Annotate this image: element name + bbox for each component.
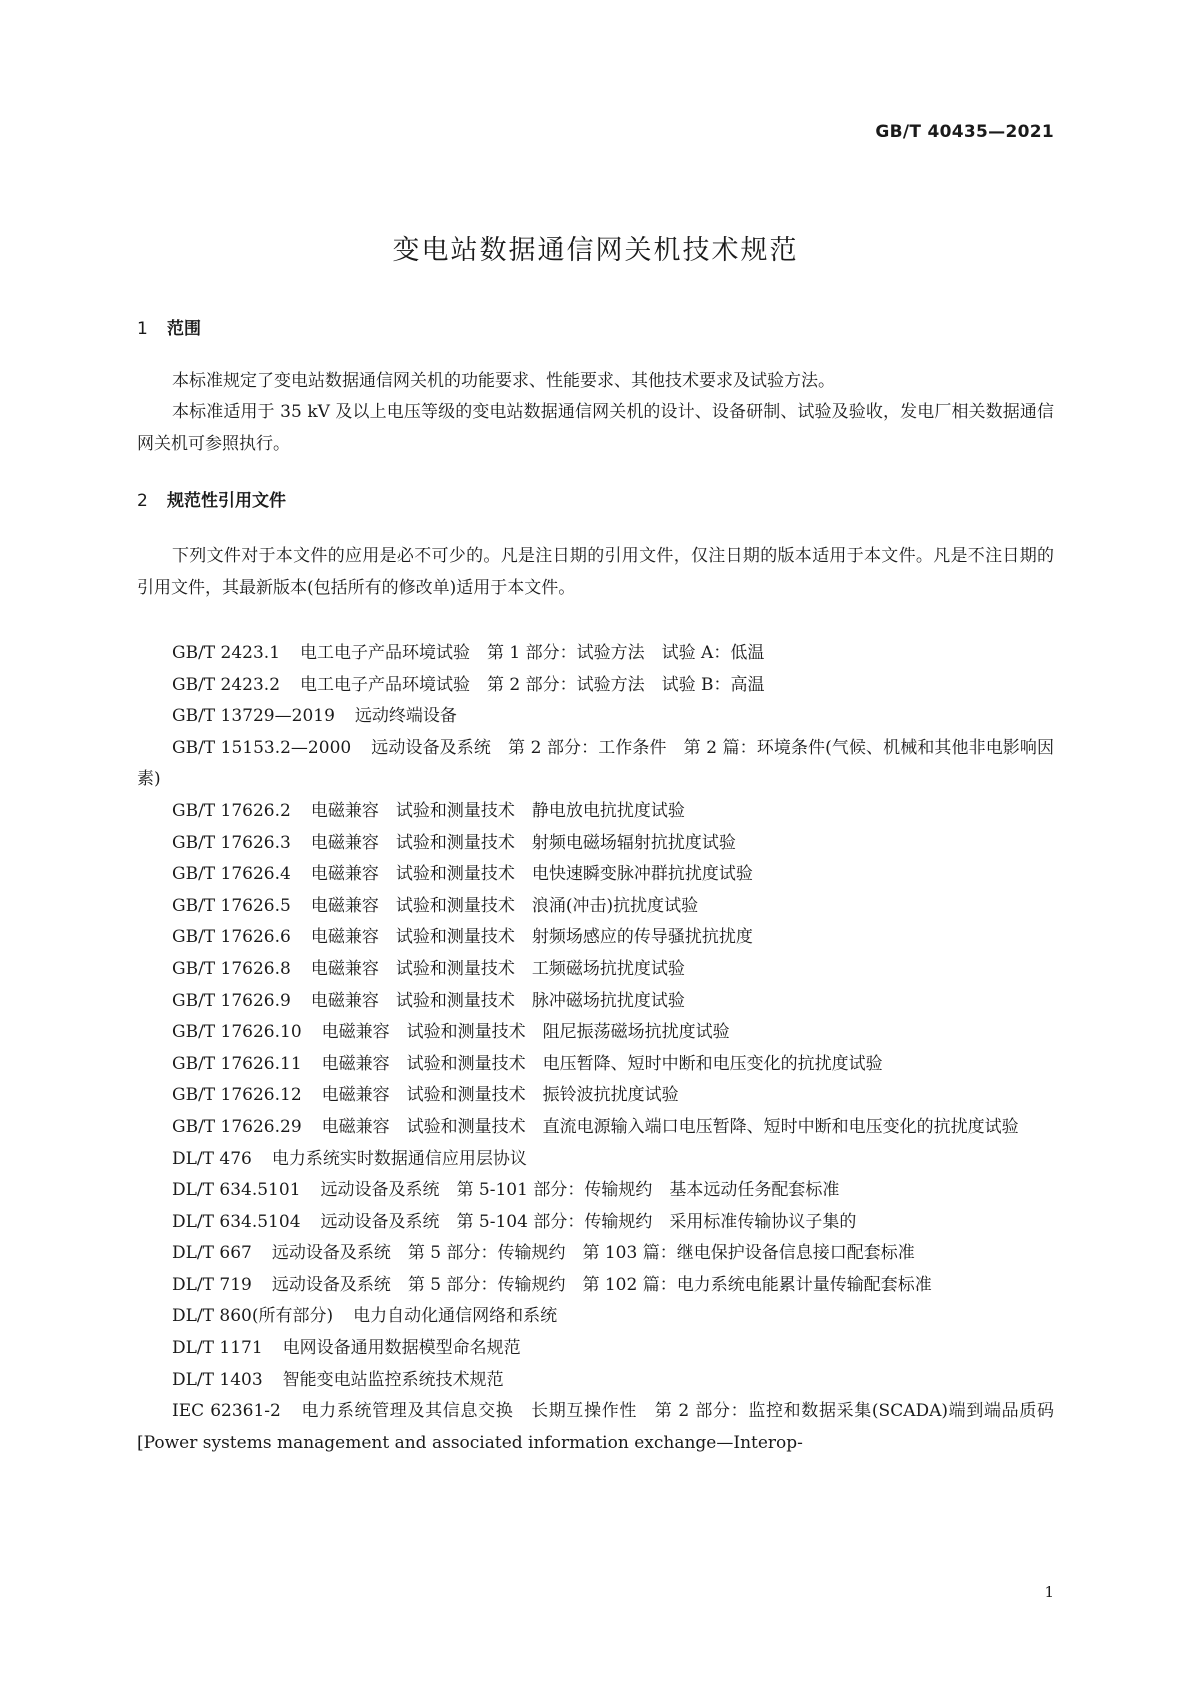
reference-code: DL/T 1403 [172, 1369, 263, 1390]
reference-title: 电力系统管理及其信息交换 长期互操作性 第 2 部分：监控和数据采集(SCADA)端到端品质码 [Power systems management and associated information exchange—Interop- [137, 1401, 1060, 1453]
reference-code: DL/T 634.5104 [172, 1211, 301, 1232]
reference-title: 远动设备及系统 第 2 部分：工作条件 第 2 篇：环境条件(气候、机械和其他非电影响因素) [137, 737, 1054, 790]
reference-title: 电磁兼容 试验和测量技术 射频电磁场辐射抗扰度试验 [310, 832, 736, 853]
reference-code: GB/T 2423.2 [172, 674, 281, 695]
reference-code: DL/T 634.5101 [172, 1180, 301, 1201]
reference-title: 电磁兼容 试验和测量技术 静电放电抗扰度试验 [310, 800, 685, 821]
reference-code: GB/T 17626.11 [172, 1053, 302, 1074]
reference-item [137, 796, 1054, 828]
reference-code: GB/T 17626.6 [172, 927, 291, 948]
reference-item [137, 1333, 1054, 1365]
reference-title: 电磁兼容 试验和测量技术 脉冲磁场抗扰度试验 [310, 990, 685, 1011]
section-title: 规范性引用文件 [167, 491, 286, 511]
reference-item [137, 922, 1054, 954]
reference-code: GB/T 17626.9 [172, 990, 291, 1011]
reference-code: GB/T 13729—2019 [172, 706, 335, 727]
reference-code: DL/T 719 [172, 1274, 252, 1295]
reference-item [137, 1301, 1054, 1333]
reference-item [137, 1396, 1060, 1459]
page-number: 1 [1044, 1583, 1054, 1601]
reference-title: 电磁兼容 试验和测量技术 射频场感应的传导骚扰抗扰度 [310, 927, 753, 948]
reference-item [137, 859, 1054, 891]
reference-title: 电网设备通用数据模型命名规范 [282, 1338, 521, 1359]
reference-item [137, 1080, 1054, 1112]
standard-code: GB/T 40435—2021 [875, 122, 1054, 142]
reference-title: 电磁兼容 试验和测量技术 浪涌(冲击)抗扰度试验 [310, 895, 699, 916]
reference-title: 电磁兼容 试验和测量技术 工频磁场抗扰度试验 [310, 958, 685, 979]
reference-item [137, 638, 1054, 670]
section-number: 1 [137, 319, 148, 339]
reference-code: DL/T 476 [172, 1148, 252, 1169]
document-title: 变电站数据通信网关机技术规范 [392, 235, 799, 266]
reference-code: GB/T 17626.29 [172, 1116, 302, 1137]
section-1-paragraph: 本标准规定了变电站数据通信网关机的功能要求、性能要求、其他技术要求及试验方法。 [172, 371, 835, 391]
reference-item [137, 701, 1054, 733]
reference-item [137, 733, 1054, 796]
reference-title: 远动设备及系统 第 5 部分：传输规约 第 102 篇：电力系统电能累计量传输配套标准 [271, 1274, 932, 1295]
section-2-intro: 下列文件对于本文件的应用是必不可少的。凡是注日期的引用文件，仅注日期的版本适用于本文件。凡是不注日期的引用文件，其最新版本(包括所有的修改单)适用于本文件。 [137, 546, 1054, 598]
reference-list [137, 638, 1060, 1459]
reference-title: 电磁兼容 试验和测量技术 振铃波抗扰度试验 [321, 1085, 679, 1106]
reference-item [137, 1365, 1054, 1397]
reference-code: GB/T 17626.2 [172, 800, 291, 821]
reference-item [137, 1238, 1054, 1270]
reference-code: DL/T 667 [172, 1243, 252, 1264]
reference-code: DL/T 1171 [172, 1338, 263, 1359]
section-number: 2 [137, 491, 148, 511]
reference-title: 电工电子产品环境试验 第 2 部分：试验方法 试验 B：高温 [300, 674, 765, 695]
reference-item [137, 1175, 1054, 1207]
reference-code: GB/T 15153.2—2000 [172, 737, 352, 758]
reference-title: 远动终端设备 [354, 706, 457, 727]
reference-code: GB/T 17626.4 [172, 864, 291, 885]
reference-item [137, 1112, 1054, 1144]
reference-title: 电力系统实时数据通信应用层协议 [271, 1148, 527, 1169]
reference-item [137, 891, 1054, 923]
reference-title: 电磁兼容 试验和测量技术 直流电源输入端口电压暂降、短时中断和电压变化的抗扰度试验 [321, 1116, 1019, 1137]
reference-code: IEC 62361-2 [172, 1401, 281, 1422]
reference-title: 远动设备及系统 第 5 部分：传输规约 第 103 篇：继电保护设备信息接口配套标准 [271, 1243, 915, 1264]
reference-code: GB/T 17626.8 [172, 958, 291, 979]
reference-item [137, 828, 1054, 860]
reference-title: 电工电子产品环境试验 第 1 部分：试验方法 试验 A：低温 [300, 643, 765, 663]
reference-item [137, 954, 1054, 986]
reference-item [137, 986, 1054, 1018]
reference-item [137, 1144, 1054, 1176]
reference-code: GB/T 2423.1 [172, 643, 281, 663]
reference-item [137, 1270, 1054, 1302]
reference-code: DL/T 860(所有部分) [172, 1306, 334, 1327]
reference-title: 远动设备及系统 第 5-104 部分：传输规约 采用标准传输协议子集的 [320, 1211, 857, 1232]
reference-title: 电磁兼容 试验和测量技术 电压暂降、短时中断和电压变化的抗扰度试验 [321, 1053, 883, 1074]
reference-item [137, 670, 1054, 702]
reference-item [137, 1017, 1054, 1049]
section-1-paragraph: 本标准适用于 35 kV 及以上电压等级的变电站数据通信网关机的设计、设备研制、试验及验收，发电厂相关数据通信网关机可参照执行。 [137, 402, 1054, 454]
section-2-heading [137, 486, 286, 511]
reference-code: GB/T 17626.12 [172, 1085, 302, 1106]
reference-item [137, 1049, 1054, 1081]
reference-code: GB/T 17626.10 [172, 1022, 302, 1043]
reference-title: 电磁兼容 试验和测量技术 电快速瞬变脉冲群抗扰度试验 [310, 864, 753, 885]
section-1-heading [137, 314, 201, 339]
reference-title: 电磁兼容 试验和测量技术 阻尼振荡磁场抗扰度试验 [321, 1022, 730, 1043]
reference-title: 电力自动化通信网络和系统 [353, 1306, 558, 1327]
reference-code: GB/T 17626.5 [172, 895, 291, 916]
reference-item [137, 1207, 1054, 1239]
section-title: 范围 [167, 319, 201, 339]
reference-title: 远动设备及系统 第 5-101 部分：传输规约 基本远动任务配套标准 [320, 1180, 840, 1201]
reference-title: 智能变电站监控系统技术规范 [282, 1369, 504, 1390]
reference-code: GB/T 17626.3 [172, 832, 291, 853]
